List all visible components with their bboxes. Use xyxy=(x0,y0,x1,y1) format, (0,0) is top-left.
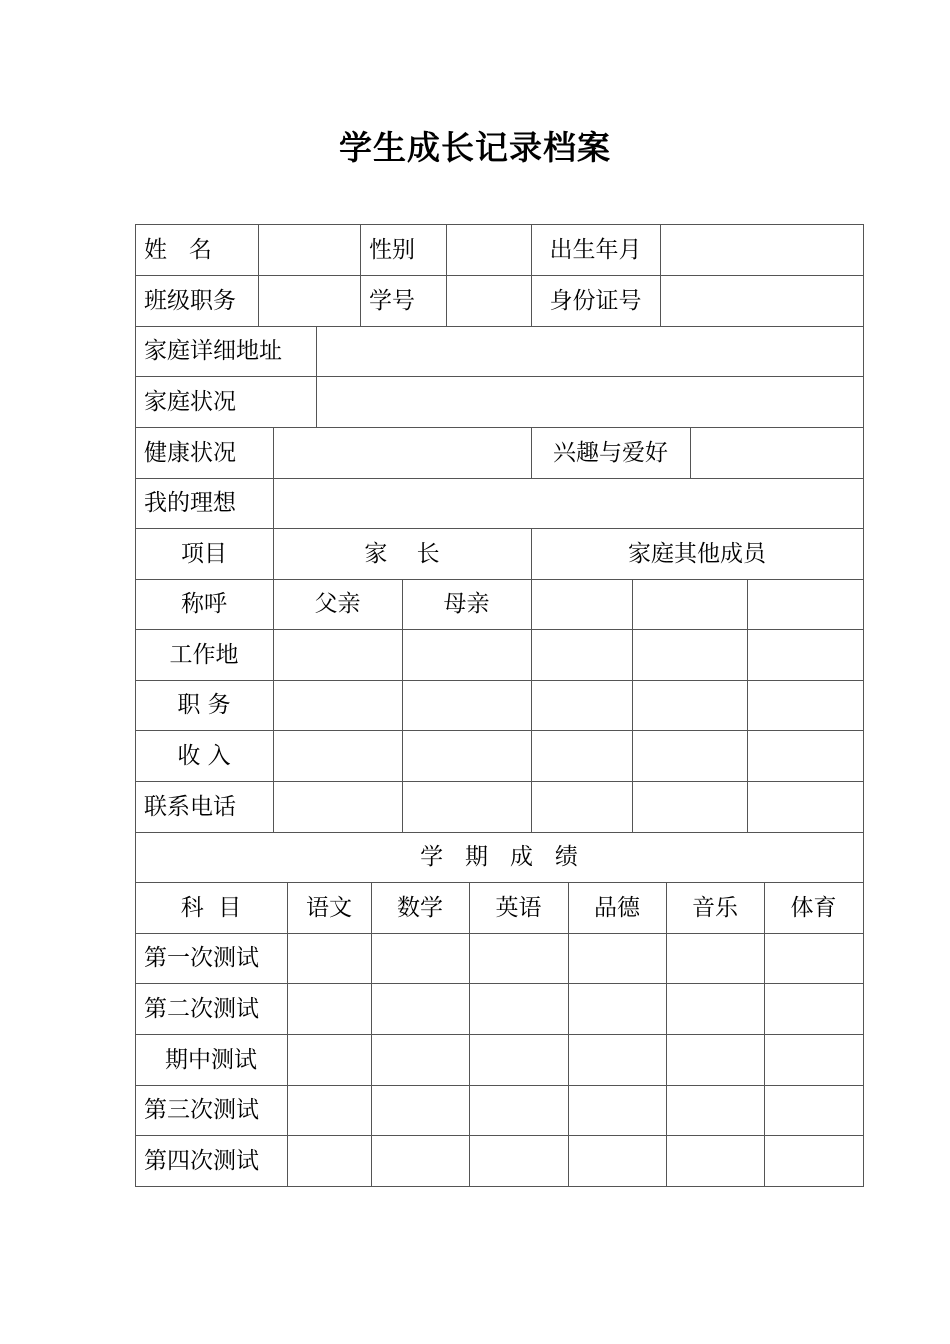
table-rule-vertical xyxy=(469,1085,470,1136)
table-rule-vertical xyxy=(568,1085,569,1136)
table-rule-horizontal xyxy=(135,983,864,984)
table-rule-horizontal xyxy=(135,478,864,479)
table-rule-horizontal xyxy=(135,579,864,580)
table-rule-horizontal xyxy=(135,1135,864,1136)
table-rule-vertical xyxy=(287,1135,288,1187)
mother-label: 母亲 xyxy=(443,591,490,617)
subject-header: 科 目 xyxy=(180,894,242,921)
table-rule-horizontal xyxy=(135,326,864,327)
name-label: 姓 名 xyxy=(144,236,212,263)
subject-column-header: 品德 xyxy=(594,894,640,921)
table-rule-horizontal xyxy=(135,882,864,883)
table-rule-vertical xyxy=(568,983,569,1035)
table-rule-vertical xyxy=(258,224,259,276)
table-rule-horizontal xyxy=(135,1186,864,1187)
family-row-label: 职 务 xyxy=(177,692,231,718)
table-rule-vertical xyxy=(666,1135,667,1187)
table-rule-vertical xyxy=(660,275,661,327)
family-row-label: 收 入 xyxy=(177,742,231,769)
home-address-label: 家庭详细地址 xyxy=(144,338,282,364)
table-rule-vertical xyxy=(531,579,532,630)
table-rule-vertical xyxy=(666,1085,667,1136)
table-rule-vertical xyxy=(568,933,569,984)
table-rule-vertical xyxy=(316,376,317,428)
test-row-label: 第四次测试 xyxy=(144,1147,259,1174)
subject-column-header: 语文 xyxy=(306,894,352,921)
table-rule-vertical xyxy=(632,781,633,833)
table-rule-vertical xyxy=(273,629,274,681)
family-item-header: 项目 xyxy=(181,540,227,567)
table-rule-vertical xyxy=(360,275,361,327)
table-rule-vertical xyxy=(666,933,667,984)
table-rule-horizontal xyxy=(135,275,864,276)
test-row-label: 期中测试 xyxy=(165,1046,257,1073)
birth-date-label: 出生年月 xyxy=(549,236,642,263)
table-rule-horizontal xyxy=(135,629,864,630)
table-rule-vertical xyxy=(764,983,765,1035)
table-rule-vertical xyxy=(273,680,274,731)
family-row-label: 联系电话 xyxy=(144,793,236,820)
table-rule-vertical xyxy=(764,1085,765,1136)
table-rule-vertical xyxy=(402,629,403,681)
table-rule-horizontal xyxy=(135,1085,864,1086)
test-row-label: 第二次测试 xyxy=(144,995,259,1022)
table-rule-vertical xyxy=(747,680,748,731)
subject-column-header: 英语 xyxy=(495,894,542,921)
page-title: 学生成长记录档案 xyxy=(339,128,611,167)
table-rule-horizontal xyxy=(135,376,864,377)
ideal-label: 我的理想 xyxy=(144,490,236,516)
table-rule-vertical xyxy=(273,730,274,782)
table-rule-vertical xyxy=(402,680,403,731)
table-rule-vertical xyxy=(469,1135,470,1187)
other-members-header: 家庭其他成员 xyxy=(628,540,766,567)
table-rule-vertical xyxy=(316,326,317,377)
table-rule-vertical xyxy=(690,427,691,479)
test-row-label: 第一次测试 xyxy=(144,945,259,971)
relation-title-label: 称呼 xyxy=(181,591,227,617)
table-rule-vertical xyxy=(446,275,447,327)
table-rule-horizontal xyxy=(135,1034,864,1035)
table-rule-vertical xyxy=(371,983,372,1035)
table-rule-vertical xyxy=(258,275,259,327)
subject-column-header: 音乐 xyxy=(692,894,738,921)
test-row-label: 第三次测试 xyxy=(144,1097,259,1123)
table-rule-vertical xyxy=(287,1034,288,1086)
table-rule-vertical xyxy=(531,730,532,782)
table-rule-vertical xyxy=(531,629,532,681)
table-rule-vertical xyxy=(371,1085,372,1136)
table-rule-horizontal xyxy=(135,427,864,428)
hobby-label: 兴趣与爱好 xyxy=(553,439,668,466)
table-rule-vertical xyxy=(747,629,748,681)
table-rule-vertical xyxy=(273,781,274,833)
class-duty-label: 班级职务 xyxy=(144,287,236,314)
table-rule-vertical xyxy=(747,730,748,782)
subject-column-header: 体育 xyxy=(790,894,837,921)
table-rule-vertical xyxy=(469,933,470,984)
father-label: 父亲 xyxy=(314,591,361,617)
table-rule-horizontal xyxy=(135,224,864,225)
table-rule-vertical xyxy=(402,730,403,782)
subject-column-header: 数学 xyxy=(397,894,443,921)
health-status-label: 健康状况 xyxy=(144,439,236,466)
table-rule-vertical xyxy=(287,933,288,984)
table-rule-vertical xyxy=(764,1135,765,1187)
table-rule-horizontal xyxy=(135,933,864,934)
table-rule-vertical xyxy=(568,1135,569,1187)
table-rule-vertical xyxy=(747,579,748,630)
table-rule-vertical xyxy=(666,983,667,1035)
table-rule-vertical xyxy=(666,1034,667,1086)
table-rule-horizontal xyxy=(135,680,864,681)
table-rule-vertical xyxy=(469,983,470,1035)
table-rule-vertical xyxy=(531,680,532,731)
grades-section-title: 学 期 成 绩 xyxy=(420,844,578,870)
table-rule-vertical xyxy=(469,1034,470,1086)
table-rule-vertical xyxy=(371,1135,372,1187)
student-number-label: 学号 xyxy=(369,287,415,314)
table-rule-vertical xyxy=(287,983,288,1035)
family-row-label: 工作地 xyxy=(169,641,239,668)
table-rule-vertical xyxy=(371,933,372,984)
parents-header: 家 长 xyxy=(364,540,440,567)
table-rule-vertical xyxy=(632,579,633,630)
table-rule-vertical xyxy=(360,224,361,276)
table-rule-vertical xyxy=(747,781,748,833)
table-rule-vertical xyxy=(402,781,403,833)
table-rule-vertical xyxy=(660,224,661,276)
table-rule-vertical xyxy=(273,427,274,479)
table-rule-vertical xyxy=(632,680,633,731)
table-rule-vertical xyxy=(446,224,447,276)
id-card-label: 身份证号 xyxy=(549,287,642,314)
table-rule-vertical xyxy=(273,478,274,529)
table-rule-vertical xyxy=(568,1034,569,1086)
table-rule-vertical xyxy=(287,1085,288,1136)
table-rule-horizontal xyxy=(135,832,864,833)
table-rule-vertical xyxy=(764,933,765,984)
table-rule-horizontal xyxy=(135,528,864,529)
table-rule-vertical xyxy=(632,629,633,681)
table-rule-vertical xyxy=(531,781,532,833)
table-rule-vertical xyxy=(764,1034,765,1086)
family-status-label: 家庭状况 xyxy=(144,388,236,415)
table-rule-horizontal xyxy=(135,781,864,782)
table-rule-vertical xyxy=(863,224,864,1187)
table-rule-horizontal xyxy=(135,730,864,731)
table-rule-vertical xyxy=(632,730,633,782)
gender-label: 性别 xyxy=(369,236,415,263)
table-rule-vertical xyxy=(371,1034,372,1086)
